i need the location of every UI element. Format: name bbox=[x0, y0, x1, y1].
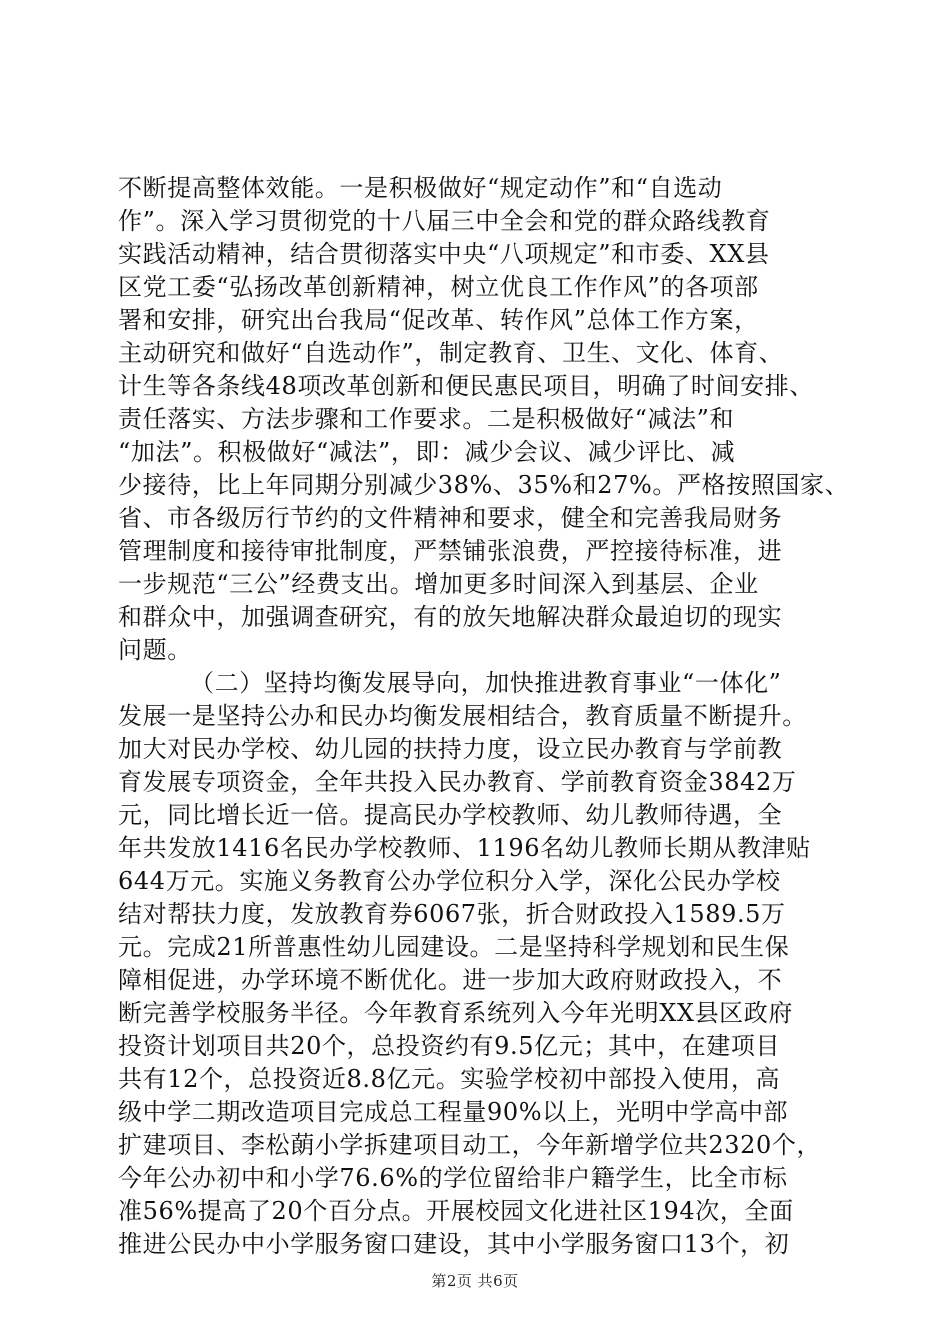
text-line: 级中学二期改造项目完成总工程量90%以上，光明中学高中部 bbox=[118, 1098, 789, 1126]
text-line: 主动研究和做好“自选动作”，制定教育、卫生、文化、体育、 bbox=[118, 339, 784, 367]
text-line: 发展一是坚持公办和民办均衡发展相结合，教育质量不断提升。 bbox=[118, 702, 807, 730]
text-line: 育发展专项资金，全年共投入民办教育、学前教育资金3842万 bbox=[118, 768, 797, 796]
text-line: 不断提高整体效能。一是积极做好“规定动作”和“自选动 bbox=[118, 174, 723, 202]
text-line: 和群众中，加强调查研究，有的放矢地解决群众最迫切的现实 bbox=[118, 603, 783, 631]
text-line: 投资计划项目共20个，总投资约有9.5亿元；其中，在建项目 bbox=[118, 1032, 781, 1060]
text-line: 644万元。实施义务教育公办学位积分入学，深化公民办学校 bbox=[118, 867, 781, 895]
text-line: 结对帮扶力度，发放教育券6067张，折合财政投入1589.5万 bbox=[118, 900, 786, 928]
text-line: 少接待，比上年同期分别减少38%、35%和27%。严格按照国家、 bbox=[118, 471, 850, 499]
page-number-footer: 第2页 共6页 bbox=[431, 1272, 519, 1290]
text-line: 障相促进，办学环境不断优化。进一步加大政府财政投入，不 bbox=[118, 966, 783, 994]
text-line: 一步规范“三公”经费支出。增加更多时间深入到基层、企业 bbox=[118, 570, 759, 598]
text-line: 计生等各条线48项改革创新和便民惠民项目，明确了时间安排、 bbox=[118, 372, 814, 400]
text-line: 实践活动精神，结合贯彻落实中央“八项规定”和市委、XX县 bbox=[118, 240, 770, 268]
text-line: 问题。 bbox=[118, 636, 192, 664]
text-line: 元，同比增长近一倍。提高民办学校教师、幼儿教师待遇，全 bbox=[118, 801, 783, 829]
text-line: 断完善学校服务半径。今年教育系统列入今年光明XX县区政府 bbox=[118, 999, 793, 1027]
section-heading-line: （二）坚持均衡发展导向，加快推进教育事业“一体化” bbox=[190, 669, 782, 697]
text-line: 区党工委“弘扬改革创新精神，树立优良工作作风”的各项部 bbox=[118, 273, 759, 301]
text-line: 共有12个，总投资近8.8亿元。实验学校初中部投入使用，高 bbox=[118, 1065, 781, 1093]
text-line: 责任落实、方法步骤和工作要求。二是积极做好“减法”和 bbox=[118, 405, 735, 433]
body-text bbox=[118, 172, 850, 1261]
text-line: 年共发放1416名民办学校教师、1196名幼儿教师长期从教津贴 bbox=[118, 834, 811, 862]
text-line: 准56%提高了20个百分点。开展校园文化进社区194次，全面 bbox=[118, 1197, 794, 1225]
text-line: 作”。深入学习贯彻党的十八届三中全会和党的群众路线教育 bbox=[118, 207, 771, 235]
text-line: 元。完成21所普惠性幼儿园建设。二是坚持科学规划和民生保 bbox=[118, 933, 790, 961]
text-line: 扩建项目、李松蓢小学拆建项目动工，今年新增学位共2320个， bbox=[118, 1131, 822, 1159]
text-line: 推进公民办中小学服务窗口建设，其中小学服务窗口13个，初 bbox=[118, 1230, 790, 1258]
text-line: 省、市各级厉行节约的文件精神和要求，健全和完善我局财务 bbox=[118, 504, 783, 532]
text-line: 今年公办初中和小学76.6%的学位留给非户籍学生，比全市标 bbox=[118, 1164, 788, 1192]
text-line: 加大对民办学校、幼儿园的扶持力度，设立民办教育与学前教 bbox=[118, 735, 783, 763]
text-line: 管理制度和接待审批制度，严禁铺张浪费，严控接待标准，进 bbox=[118, 537, 783, 565]
text-line: “加法”。积极做好“减法”，即：减少会议、减少评比、减 bbox=[118, 438, 736, 466]
text-line: 署和安排，研究出台我局“促改革、转作风”总体工作方案， bbox=[118, 306, 759, 334]
